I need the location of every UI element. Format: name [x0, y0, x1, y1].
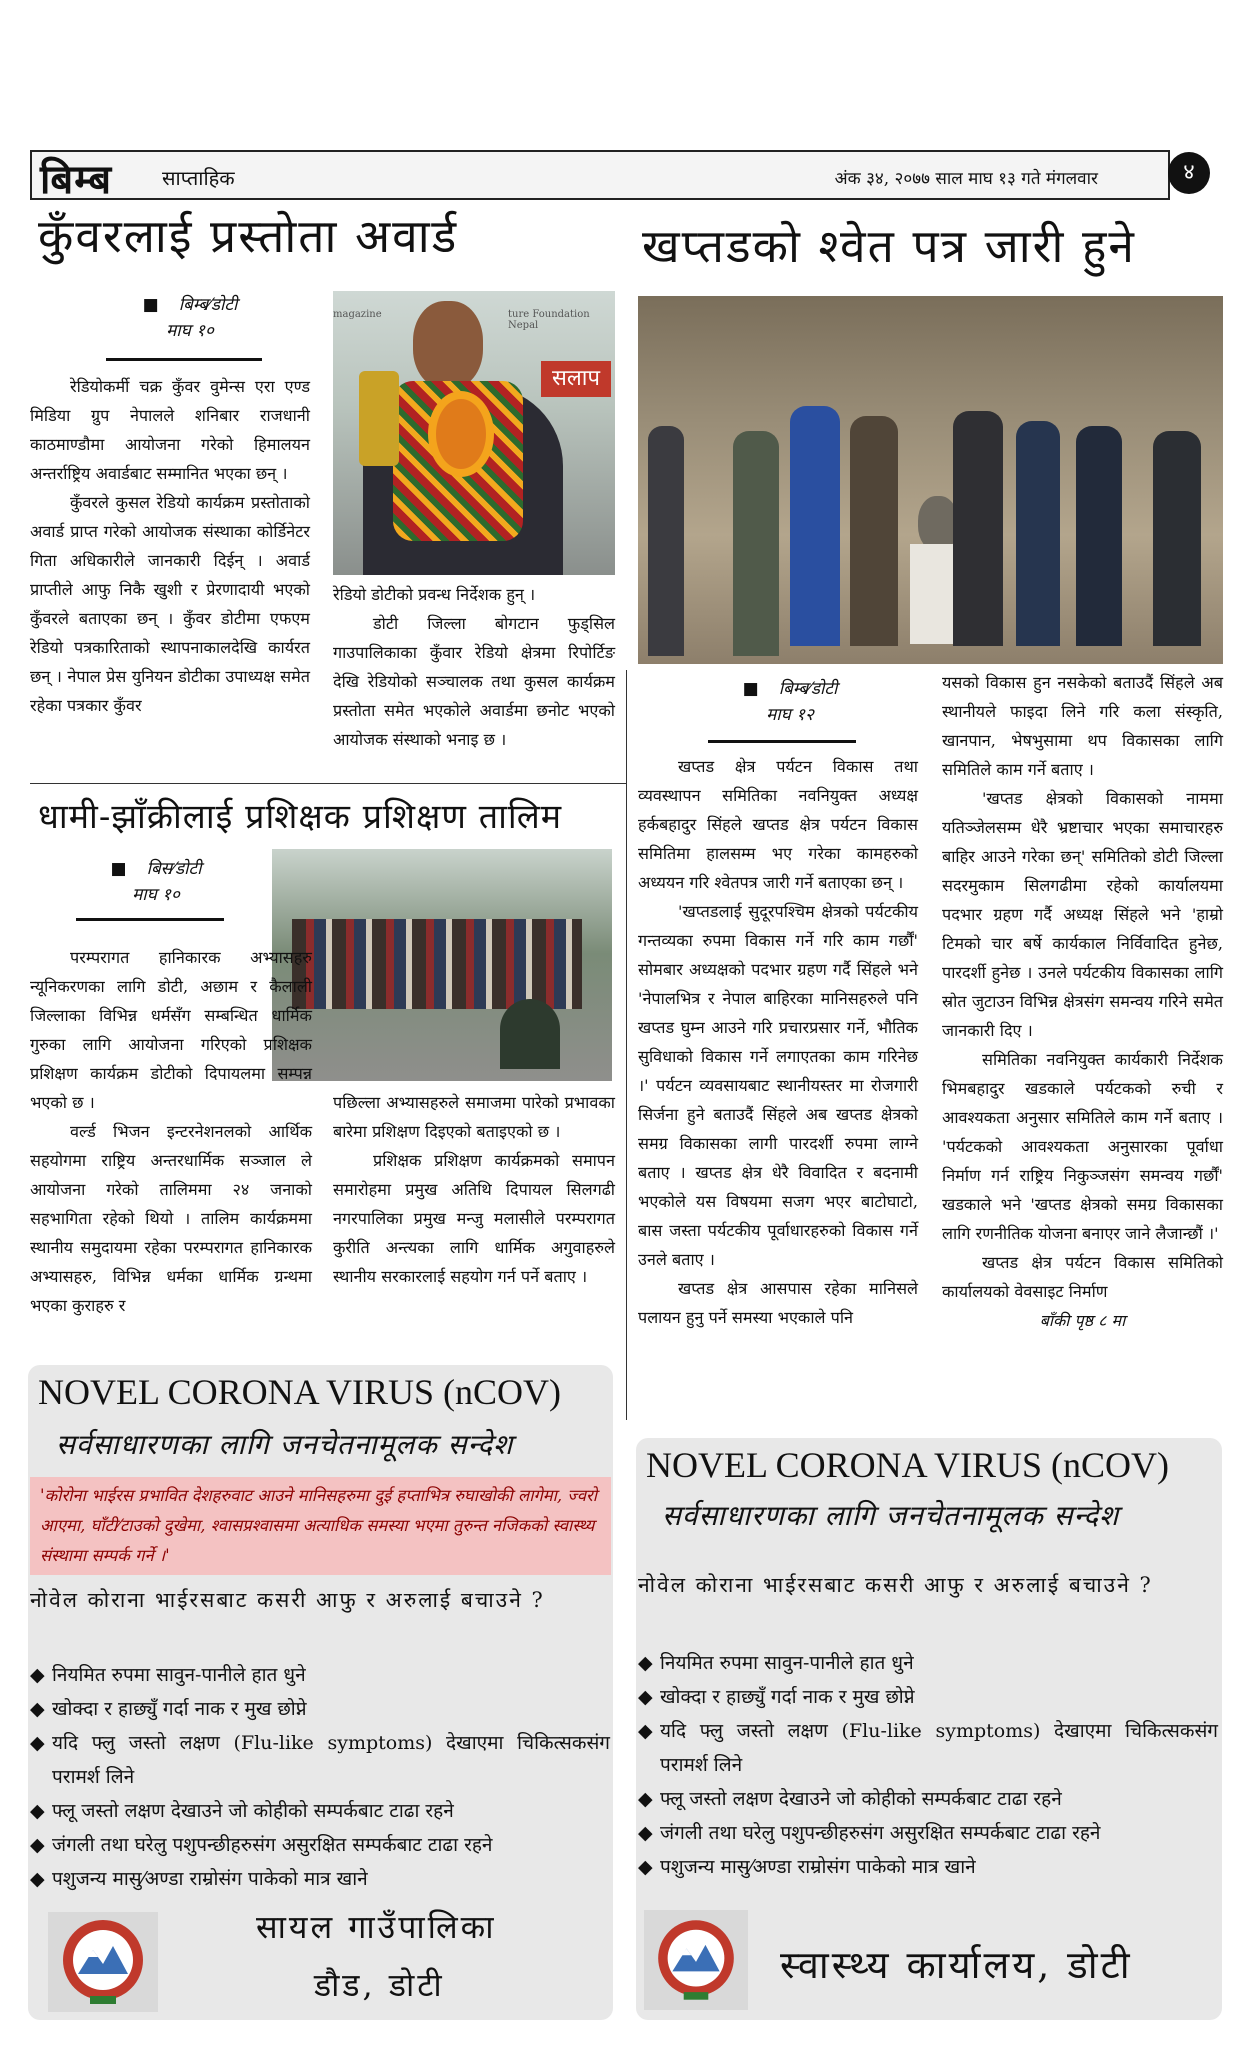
bullet-item: ◆ नियमित रुपमा सावुन-पानीले हात धुने: [638, 1646, 1218, 1680]
person: [1076, 426, 1122, 646]
person: [648, 426, 684, 656]
article1-headline: कुँवरलाई प्रस्तोता अवार्ड: [38, 209, 459, 263]
byline-source: बिस⁄डोटी: [146, 859, 202, 879]
section-divider: [30, 783, 626, 784]
paragraph: खप्तड क्षेत्र आसपास रहेका मानिसले पलायन हुनु पर्ने समस्या भएकाले पनि: [638, 1279, 918, 1327]
byline-rule: [76, 918, 224, 921]
article3-col2: [333, 1088, 615, 1291]
byline-source: बिम्ब⁄डोटी: [778, 679, 838, 699]
byline-date: माघ १०: [132, 885, 180, 905]
corona-notice-right: [636, 1438, 1222, 2020]
alert-box: 'कोरोना भाईरस प्रभावित देशहरुवाट आउने मानिसहरुमा दुई हप्ताभित्र रुघाखोकी लागेमा, ज्वरो आएमा, घाँटी⁄टाउको दुखेमा, श्वासप्रश्वासमा अत्याधिक समस्या भएमा तुरुन्त नजिकको स्वास्थ्य संस्थामा सम्पर्क गर्ने ।': [30, 1477, 611, 1575]
diamond-icon: ◆: [638, 1788, 653, 1810]
byline-source: बिम्ब⁄डोटी: [178, 295, 238, 315]
photo-text: magazine: [333, 309, 382, 320]
byline-date: माघ १२: [766, 705, 814, 725]
masthead-subtitle: साप्ताहिक: [162, 166, 235, 190]
article1-col2: [333, 580, 615, 754]
marigold-garland: [428, 391, 494, 477]
paragraph: 'खप्तड क्षेत्रको विकासको नाममा यतिञ्जेलसम्म धेरै भ्रष्टाचार भएका समाचारहरु बाहिर आउने गरेका छन्' समितिको डोटी जिल्ला सदरमुकाम सिलगढीमा रहेको कार्यालयमा पदभार ग्रहण गर्दै अध्यक्ष सिंहले भने 'हाम्रो टिमको चार बर्षे कार्यकाल निर्विवादित हुनेछ, पारदर्शी हुनेछ । उनले पर्यटकीय विकासका लागि स्रोत जुटाउन विभिन्न क्षेत्रसंग समन्वय गरिने समेत जानकारी दिए ।: [942, 789, 1223, 1040]
bullet-item: ◆ खोक्दा र हाछ्युँ गर्दा नाक र मुख छोप्ने: [638, 1680, 1218, 1714]
diamond-icon: ◆: [638, 1720, 653, 1742]
masthead: [30, 150, 1170, 203]
office-location: डौड, डोटी: [314, 1966, 445, 2004]
bullet-item: ◆ फ्लू जस्तो लक्षण देखाउने जो कोहीको सम्पर्कबाट टाढा रहने: [30, 1794, 610, 1828]
person: [953, 411, 1003, 646]
bullet-item: ◆ नियमित रुपमा सावुन-पानीले हात धुने: [30, 1658, 610, 1692]
notice-bullets: [638, 1646, 1218, 1884]
bust-statue: [918, 496, 958, 551]
nepal-emblem: [48, 1912, 158, 2012]
notice-title: NOVEL CORONA VIRUS (nCOV): [38, 1372, 562, 1412]
diamond-icon: ◆: [30, 1732, 45, 1754]
byline-date: माघ १०: [166, 321, 214, 341]
nepal-emblem: [644, 1910, 748, 2010]
paragraph: यसको विकास हुन नसकेको बताउदैं सिंहले अब स्थानीयले फाइदा लिने गरि कला संस्कृति, खानपान, भेषभुसामा थप विकासका लागि समितिले काम गर्ने बताए ।: [942, 673, 1223, 779]
paragraph: प्रशिक्षक प्रशिक्षण कार्यक्रमको समापन समारोहमा प्रमुख अतिथि दिपायल सिलगढी नगरपालिका प्रमुख मन्जु मलासीले परम्परागत कुरीति अन्त्यका लागि धार्मिक अगुवाहरुले स्थानीय सरकारलाई सहयोग गर्न पर्ने बताए ।: [333, 1151, 615, 1286]
person-head: [413, 301, 483, 389]
corona-notice-left: [28, 1365, 613, 2020]
article3-byline: [66, 856, 246, 908]
paragraph: रेडियोकर्मी चक्र कुँवर वुमेन्स एरा एण्ड मिडिया ग्रुप नेपालले शनिबार राजधानी काठमाण्डौमा आयोजना गरेको हिमालयन अन्तर्राष्ट्रिय अवार्डबाट सम्मानित भएका छन् ।: [30, 377, 310, 483]
office-name: सायल गाउँपालिका: [256, 1908, 497, 1946]
page-number: ४: [1168, 152, 1210, 194]
bullet-item: ◆ यदि फ्लु जस्तो लक्षण (Flu-like symptoms) देखाएमा चिकित्सकसंग परामर्श लिने: [30, 1726, 610, 1794]
square-icon: ■: [110, 859, 127, 879]
diamond-icon: ◆: [30, 1664, 45, 1686]
training-photo: [272, 849, 612, 1081]
masthead-name: बिम्ब: [40, 156, 113, 203]
paragraph: 'खप्तडलाई सुदूरपश्चिम क्षेत्रको पर्यटकीय गन्तव्यका रुपमा विकास गर्ने गरि काम गर्छौं' सोमबार अध्यक्षको पदभार ग्रहण गर्दै सिंहले भने 'नेपालभित्र र नेपाल बाहिरका मानिसहरुले पनि खप्तड घुम्न आउने गरि प्रचारप्रसार गर्ने, भौतिक सुविधाको विकास गर्ने लगाएतका काम गरिनेछ ।' पर्यटन व्यवसायबाट स्थानीयस्तर मा रोजगारी सिर्जना हुने बताउदैं सिंहले अब खप्तड क्षेत्रको समग्र विकासका लागी पारदर्शी रुपमा लाग्ने बताए । खप्तड क्षेत्र धेरै विवादित र बदनामी भएकोले यस विषयमा सजग भएर बाटोघाटो, बास जस्ता पर्यटकीय पूर्वाधारहरुको विकास गर्ने उनले बताए ।: [638, 902, 918, 1269]
byline-rule: [106, 358, 262, 361]
seated-person: [500, 999, 560, 1069]
bullet-item: ◆ यदि फ्लु जस्तो लक्षण (Flu-like symptoms) देखाएमा चिकित्सकसंग परामर्श लिने: [638, 1714, 1218, 1782]
notice-bullets: [30, 1658, 610, 1896]
square-icon: ■: [142, 295, 159, 315]
article2-headline: खप्तडको श्वेत पत्र जारी हुने: [642, 219, 1136, 273]
notice-question: नोवेल कोराना भाईरसबाट कसरी आफु र अरुलाई बचाउने ?: [638, 1573, 1153, 1597]
diamond-icon: ◆: [638, 1686, 653, 1708]
khaptad-photo: [638, 296, 1223, 664]
diamond-icon: ◆: [638, 1652, 653, 1674]
bullet-item: ◆ जंगली तथा घरेलु पशुपन्छीहरुसंग असुरक्षित सम्पर्कबाट टाढा रहने: [30, 1828, 610, 1862]
person: [733, 431, 779, 656]
nepal-emblem-icon: [48, 1912, 158, 2012]
trophy: [359, 371, 399, 466]
article1-col1: [30, 372, 310, 720]
article3-headline: धामी-झाँक्रीलाई प्रशिक्षक प्रशिक्षण तालिम: [38, 797, 563, 837]
byline-rule: [708, 740, 856, 743]
article2-byline: [700, 676, 880, 728]
photo-banner: सलाप: [541, 361, 611, 397]
paragraph: समितिका नवनियुक्त कार्यकारी निर्देशक भिमबहादुर खडकाले पर्यटकको रुची र आवश्यकता अनुसार समितिले काम गर्ने बताए । 'पर्यटकको आवश्यकता अनुसारका पूर्वाधा निर्माण गर्न राष्ट्रिय निकुञ्जसंग समन्वय गर्छौं' खडकाले भने 'खप्तड क्षेत्रको समग्र विकासका लागि रणनीतिक योजना बनाएर जाने लैजान्छौं ।': [942, 1050, 1223, 1243]
article1-byline: [100, 292, 280, 344]
paragraph: खप्तड क्षेत्र पर्यटन विकास तथा व्यवस्थापन समितिका नवनियुक्त अध्यक्ष हर्कबहादुर सिंहले खप्तड क्षेत्र पर्यटन विकास समितिमा हालसम्म भए गरेका कामहरुको अध्ययन गरि श्वेतपत्र जारी गर्ने बताएका छन् ।: [638, 757, 918, 892]
article2-col2: [942, 668, 1223, 1334]
diamond-icon: ◆: [30, 1800, 45, 1822]
diamond-icon: ◆: [30, 1834, 45, 1856]
article3-col1: [30, 943, 312, 1320]
issue-line: अंक ३४, २०७७ साल माघ १३ गते मंगलवार: [834, 169, 1098, 189]
bullet-item: ◆ पशुजन्य मासु⁄अण्डा राम्रोसंग पाकेको मात्र खाने: [30, 1862, 610, 1896]
diamond-icon: ◆: [30, 1698, 45, 1720]
person: [1016, 421, 1060, 646]
paragraph: डोटी जिल्ला बोगटान फुड्सिल गाउपालिकाका कुँवार रेडियो क्षेत्रमा रिपोर्टिङ देखि रेडियोको सञ्चालक तथा कुसल कार्यक्रम प्रस्तोता समेत भएकोले अवार्डमा छनोट भएको आयोजक संस्थाको भनाइ छ ।: [333, 614, 615, 749]
paragraph: वर्ल्ड भिजन इन्टरनेशनलको आर्थिक सहयोगमा राष्ट्रिय अन्तरधार्मिक सञ्जाल ले आयोजना गरेको तालिममा २४ जनाको सहभागिता रहेको थियो । तालिम कार्यक्रममा स्थानीय समुदायमा रहेका परम्परागत हानिकारक अभ्यासहरु, विभिन्न धर्मका धार्मिक ग्रन्थमा भएका कुराहरु र: [30, 1122, 312, 1315]
diamond-icon: ◆: [638, 1856, 653, 1878]
notice-question: नोवेल कोराना भाईरसबाट कसरी आफु र अरुलाई बचाउने ?: [30, 1588, 545, 1612]
person: [850, 416, 898, 646]
continued-note: बाँकी पृष्ठ ८ मा: [1039, 1311, 1126, 1330]
bullet-item: ◆ फ्लू जस्तो लक्षण देखाउने जो कोहीको सम्पर्कबाट टाढा रहने: [638, 1782, 1218, 1816]
notice-subtitle: सर्वसाधारणका लागि जनचेतनामूलक सन्देश: [662, 1499, 1120, 1532]
square-icon: ■: [742, 679, 759, 699]
paragraph: रेडियो डोटीको प्रवन्ध निर्देशक हुन् ।: [333, 585, 536, 604]
notice-title: NOVEL CORONA VIRUS (nCOV): [646, 1445, 1170, 1485]
article2-col1: [638, 752, 918, 1332]
bullet-item: ◆ पशुजन्य मासु⁄अण्डा राम्रोसंग पाकेको मात्र खाने: [638, 1850, 1218, 1884]
person: [1153, 431, 1201, 646]
office-name: स्वास्थ्य कार्यालय, डोटी: [780, 1943, 1133, 1987]
bullet-item: ◆ खोक्दा र हाछ्युँ गर्दा नाक र मुख छोप्ने: [30, 1692, 610, 1726]
paragraph: पछिल्ला अभ्यासहरुले समाजमा पारेको प्रभावका बारेमा प्रशिक्षण दिइएको बताइएको छ ।: [333, 1093, 615, 1141]
diamond-icon: ◆: [638, 1822, 653, 1844]
notice-subtitle: सर्वसाधारणका लागि जनचेतनामूलक सन्देश: [56, 1428, 514, 1461]
paragraph: कुँवरले कुसल रेडियो कार्यक्रम प्रस्तोताको अवार्ड प्राप्त गरेको आयोजक संस्थाका कोर्डिनेटर गिता अधिकारीले जानकारी दिईन् । अवार्ड प्राप्तीले आफु निकै खुशी र प्रेरणादायी भएको कुँवरले बताएका छन् । कुँवर डोटीमा एफएम रेडियो पत्रकारिताको स्थापनाकालदेखि कार्यरत छन् । नेपाल प्रेस युनियन डोटीका उपाध्यक्ष समेत रहेका पत्रकार कुँवर: [30, 493, 310, 715]
group-of-people: [292, 919, 582, 1009]
diamond-icon: ◆: [30, 1868, 45, 1890]
photo-text: ture Foundation Nepal: [508, 309, 590, 331]
paragraph: परम्परागत हानिकारक अभ्यासहरु न्यूनिकरणका लागि डोटी, अछाम र कैलाली जिल्लाका विभिन्न धर्मसँग सम्बन्धित धार्मिक गुरुका लागि आयोजना गरिएको प्रशिक्षक प्रशिक्षण कार्यक्रम डोटीको दिपायलमा सम्पन्न भएको छ ।: [30, 948, 312, 1112]
award-photo: [333, 291, 615, 575]
person: [790, 406, 840, 646]
nepal-emblem-icon: [644, 1910, 748, 2010]
paragraph: खप्तड क्षेत्र पर्यटन विकास समितिको कार्यालयको वेवसाइट निर्माण: [942, 1253, 1223, 1301]
bullet-item: ◆ जंगली तथा घरेलु पशुपन्छीहरुसंग असुरक्षित सम्पर्कबाट टाढा रहने: [638, 1816, 1218, 1850]
column-divider: [626, 670, 627, 1420]
